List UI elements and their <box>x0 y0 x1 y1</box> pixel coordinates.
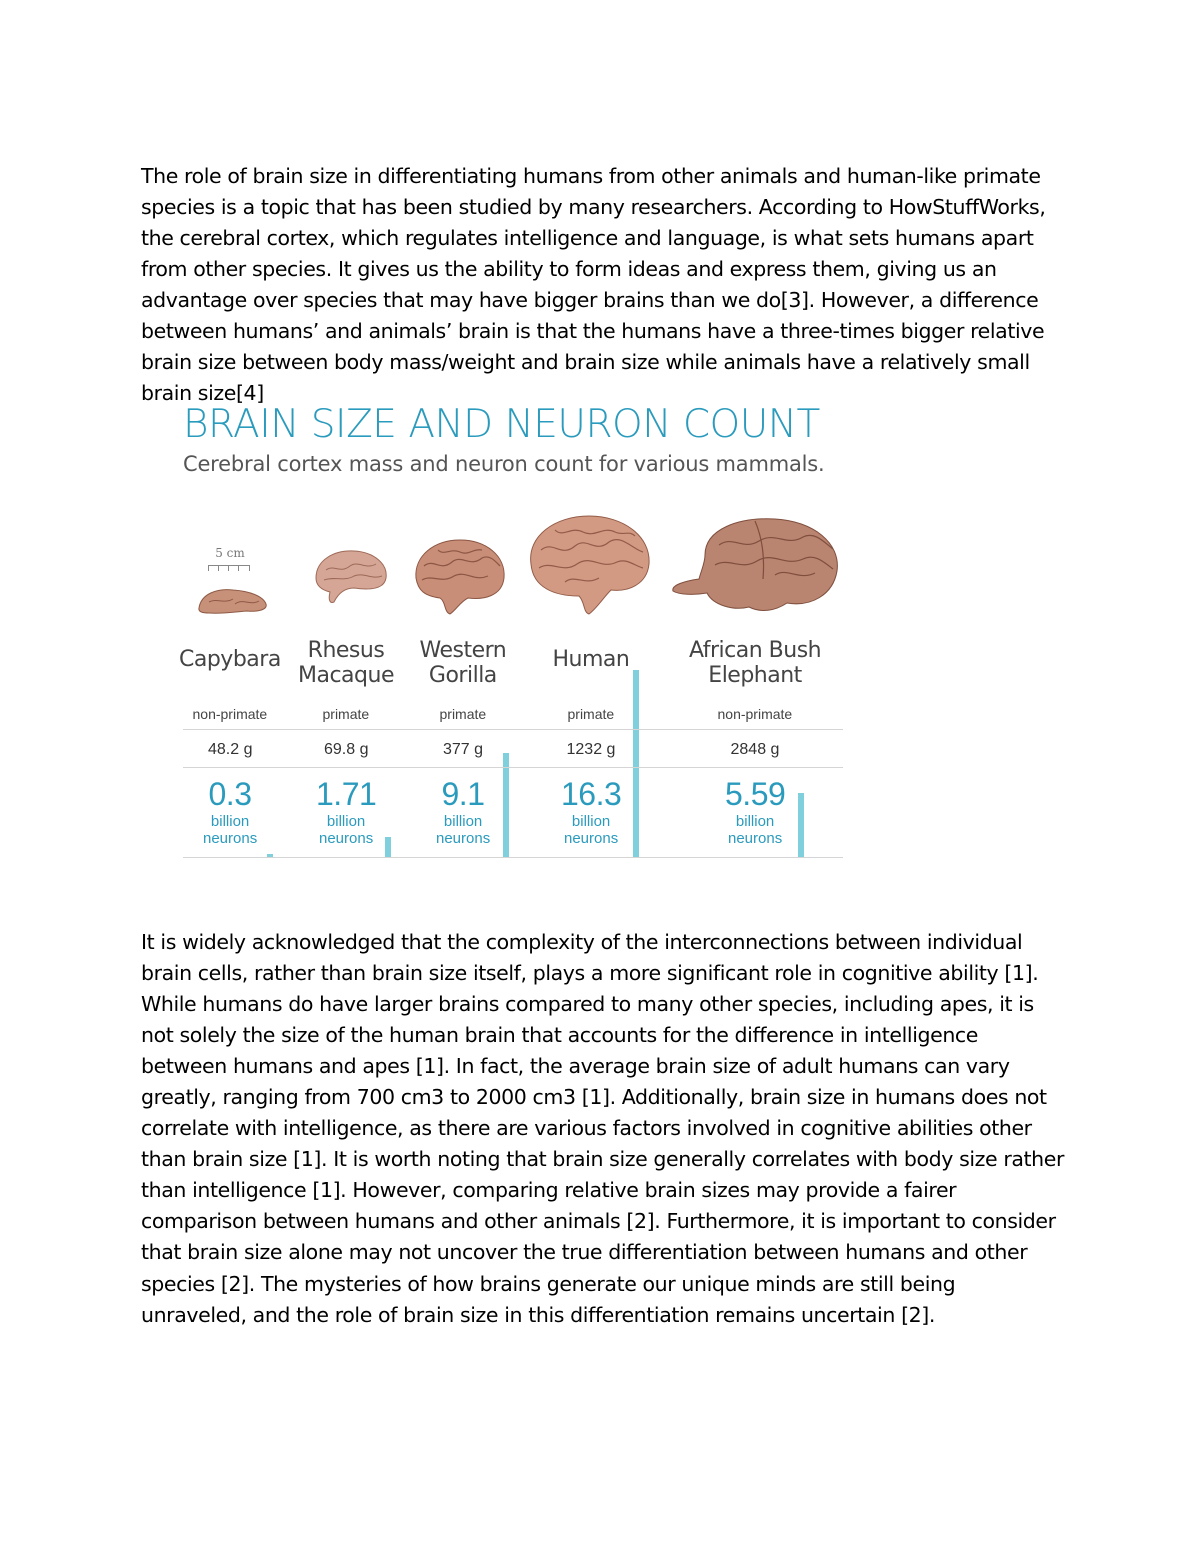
divider-line <box>183 729 843 730</box>
neuron-unit-line: billion <box>571 813 611 830</box>
animal-label-line: Macaque <box>298 663 394 688</box>
scale-bar <box>208 565 250 571</box>
animal-label-line: African Bush <box>689 638 822 663</box>
western-gorilla-brain-illustration <box>410 536 510 616</box>
animal-label <box>179 647 281 672</box>
neuron-unit-label <box>728 813 782 847</box>
divider-line <box>183 857 843 858</box>
neuron-unit-label <box>436 813 490 847</box>
neuron-count-value: 9.1 <box>441 776 485 812</box>
human-brain-illustration <box>525 512 655 617</box>
group-label: primate <box>439 706 487 722</box>
neuron-unit-label <box>319 813 373 847</box>
infographic-subtitle: Cerebral cortex mass and neuron count for various mammals. <box>183 452 825 476</box>
neuron-unit-line: neurons <box>564 830 619 847</box>
neuron-bar <box>798 793 804 857</box>
scale-label: 5 cm <box>215 546 245 560</box>
cortex-mass-label: 377 g <box>443 741 484 758</box>
animal-label <box>689 638 821 688</box>
neuron-unit-line: billion <box>326 813 366 830</box>
neuron-unit-line: billion <box>735 813 775 830</box>
neuron-count-value: 16.3 <box>561 776 622 812</box>
neuron-bar <box>385 837 391 857</box>
animal-label-line: Western <box>419 638 507 663</box>
neuron-unit-line: neurons <box>319 830 374 847</box>
group-label: primate <box>567 706 615 722</box>
rhesus-macaque-brain-illustration <box>310 546 392 608</box>
cortex-mass-label: 2848 g <box>730 741 780 758</box>
infographic-title: BRAIN SIZE AND NEURON COUNT <box>183 402 820 447</box>
brain-size-infographic <box>180 400 845 862</box>
neuron-count-value: 1.71 <box>316 776 377 812</box>
cortex-mass-label: 1232 g <box>566 741 616 758</box>
divider-line <box>183 767 843 768</box>
animal-label-line: Human <box>552 647 630 672</box>
cortex-mass-label: 69.8 g <box>324 741 369 758</box>
group-label: primate <box>322 706 370 722</box>
neuron-bar <box>633 670 639 857</box>
neuron-unit-line: billion <box>210 813 250 830</box>
neuron-bar <box>503 753 509 857</box>
group-label: non-primate <box>192 706 268 722</box>
neuron-unit-line: neurons <box>436 830 491 847</box>
neuron-count-value: 5.59 <box>725 776 786 812</box>
animal-label-line: Elephant <box>708 663 802 688</box>
neuron-unit-label <box>564 813 618 847</box>
neuron-unit-line: billion <box>443 813 483 830</box>
animal-label-line: Rhesus <box>307 638 385 663</box>
capybara-brain-illustration <box>195 582 270 617</box>
animal-label-line: Gorilla <box>428 663 497 688</box>
group-label: non-primate <box>717 706 793 722</box>
neuron-unit-line: neurons <box>728 830 783 847</box>
animal-label-line: Capybara <box>179 647 281 672</box>
cortex-mass-label: 48.2 g <box>208 741 253 758</box>
neuron-unit-line: neurons <box>203 830 258 847</box>
animal-label <box>298 638 394 688</box>
intro-paragraph: The role of brain size in differentiating humans from other animals and human-like primate species is a topic that has been studied by many researchers. According to HowStuffWorks, the cerebral cortex, which regulates intelligence and language, is what sets humans apart from other species. It gives us the ability to form ideas and express them, giving us an advantage over species that may have bigger brains than we do[3]. However, a difference between humans’ and animals’ brain is that the humans have a three-times bigger relative brain size between body mass/weight and brain size while animals have a relatively small brain size[4] <box>141 163 1046 406</box>
neuron-unit-label <box>203 813 257 847</box>
animal-label <box>420 638 507 688</box>
neuron-count-value: 0.3 <box>208 776 252 812</box>
body-paragraph: It is widely acknowledged that the complexity of the interconnections between individual brain cells, rather than brain size itself, plays a more significant role in cognitive ability [1]. While humans do have larger brains compared to many other species, including apes, it is not solely the size of the human brain that accounts for the difference in intelligence between humans and apes [1]. In fact, the average brain size of adult humans can vary greatly, ranging from 700 cm3 to 2000 cm3 [1]. Additionally, brain size in humans does not correlate with intelligence, as there are various factors involved in cognitive abilities other than brain size [1]. It is worth noting that brain size generally correlates with body size rather than intelligence [1]. However, comparing relative brain sizes may provide a fairer comparison between humans and other animals [2]. Furthermore, it is important to consider that brain size alone may not uncover the true differentiation between humans and other species [2]. The mysteries of how brains generate our unique minds are still being unraveled, and the role of brain size in this differentiation remains uncertain [2]. <box>141 929 1065 1327</box>
animal-label <box>553 647 630 672</box>
african-bush-elephant-brain-illustration <box>665 515 845 615</box>
